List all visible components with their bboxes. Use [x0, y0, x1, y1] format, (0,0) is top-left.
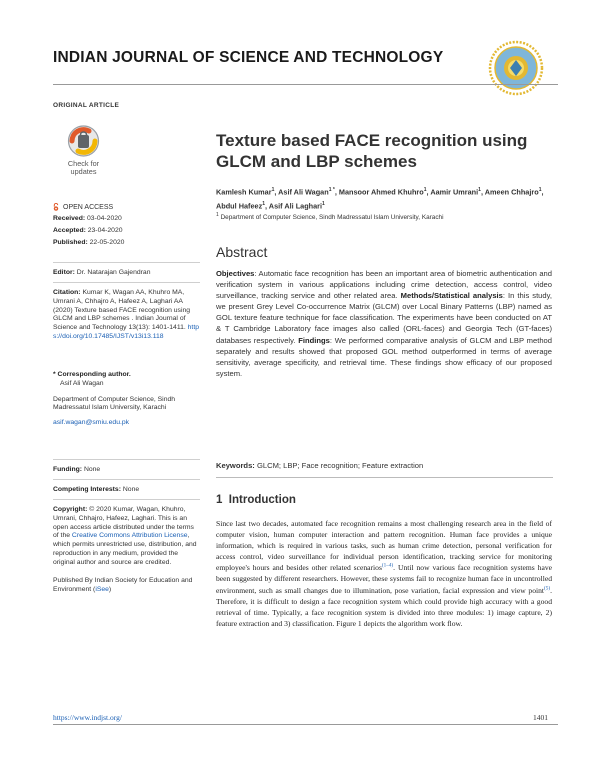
editor-row: Editor: Dr. Natarajan Gajendran	[53, 269, 151, 276]
author-affiliation-mark: 1 *	[328, 187, 335, 193]
introduction-paragraph: Since last two decades, automated face recognition remains a most challenging research area in the field of computer vision, human computer interaction and pattern recognition. Human face provides a unique information, which is required in various tasks, such as human crime detection, personal verification for access control, video surveillance for individual person identification, tracking service for monitoring employee's hours and besides other related scenarios$^{(1-4)}$. Until now various face recognition systems have been suggested by different researchers. However, these systems fail to recognize human face in uncontrolled environment, such as small changes due to illumination, pose variation, facial expression and view point$^{(5)}$. Therefore, it is difficult to design a face recognition system which could provide high accuracy with a good retrieval of time. Typically, a face recognition system is divided into three modules: 1) image capture, 2) feature extraction and 3) classification. Figure 1 depicts the algorithm work flow.	[216, 519, 552, 628]
citation-ref-5[interactable]: (5)	[544, 585, 551, 592]
author-affiliation-mark: 1	[478, 187, 481, 193]
affiliation: $^1$ Department of Computer Science, Sindh Madressatul Islam University, Karachi	[216, 212, 444, 222]
isee-link[interactable]: iSee	[95, 585, 109, 593]
author-name: Mansoor Ahmed Khuhro	[338, 187, 424, 197]
journal-logo-icon	[488, 40, 544, 96]
citation-block: Citation: Kumar K, Wagan AA, Khuhro MA, Umrani A, Chhajro A, Hafeez A, Laghari AA (2020) Texture based FACE recognition using GLCM and LBP schemes . Indian Journal of Science and Technology 13(13): 1401-1411. https://doi.org/10.17485/IJST/v13i13.118	[53, 289, 199, 340]
sidebar-divider	[53, 282, 200, 283]
publisher-block: Published By Indian Society for Education and Environment (iSee)	[53, 577, 193, 593]
keywords-row: Keywords: GLCM; LBP; Face recognition; Feature extraction	[216, 461, 424, 470]
corresponding-author-block: * Corresponding author. Asif Ali Wagan Department of Computer Science, Sindh Madressatul Islam University, Karachi asif.wagan@smiu.edu.pk	[53, 371, 200, 428]
corresponding-name: Asif Ali Wagan	[60, 379, 104, 387]
badge-line-1: Check for	[67, 159, 100, 168]
badge-line-2: updates	[70, 167, 97, 176]
author-affiliation-mark: 1	[538, 187, 542, 193]
open-access-row	[53, 203, 113, 211]
footer-url-link[interactable]: https://www.indjst.org/	[53, 713, 122, 722]
copyright-block: Copyright: © 2020 Kumar, Wagan, Khuhro, Umrani, Chhajro, Hafeez, Laghari. This is an open access article distributed under the terms of the Creative Commons Attribution License, which permits unrestricted use, distribution, and reproduction in any medium, provided the original author and source are credited.	[53, 506, 197, 566]
creative-commons-link[interactable]: Creative Commons Attribution License	[71, 532, 188, 540]
sidebar-divider	[53, 459, 200, 460]
funding-row: Funding: None	[53, 466, 101, 473]
published-row: Published: 22-05-2020	[53, 238, 125, 246]
author-name: Abdul Hafeez	[216, 201, 263, 211]
header-divider	[53, 84, 558, 85]
abstract-heading: Abstract	[216, 244, 268, 260]
open-lock-icon	[53, 203, 59, 211]
footer-divider	[53, 724, 558, 725]
received-row: Received: 03-04-2020	[53, 215, 122, 222]
journal-title: INDIAN JOURNAL OF SCIENCE AND TECHNOLOGY	[53, 49, 444, 66]
keywords-divider	[216, 477, 553, 478]
open-access-label: OPEN ACCESS	[63, 203, 114, 211]
introduction-heading: 1 Introduction	[216, 494, 296, 506]
corresponding-email-link[interactable]: asif.wagan@smiu.edu.pk	[53, 419, 130, 427]
article-type: ORIGINAL ARTICLE	[53, 102, 120, 109]
author-name: Asif Ali Laghari	[268, 201, 323, 211]
author-name: Asif Ali Wagan	[278, 187, 329, 197]
corresponding-dept: Department of Computer Science, Sindh Madressatul Islam University, Karachi	[53, 395, 176, 412]
citation-ref-1-4[interactable]: (1–4)	[381, 562, 394, 569]
publication-dates	[53, 215, 200, 247]
author-name: Ameen Chhajro	[484, 187, 539, 197]
article-title: Texture based FACE recognition using GLCM and LBP schemes	[216, 131, 528, 171]
page-number: 1401	[533, 713, 548, 722]
author-list: Kamlesh Kumar$^1$, Asif Ali Wagan$^{1 *}$, Mansoor Ahmed Khuhro$^1$, Aamir Umrani$^1$, Ameen Chhajro$^1$, Abdul Hafeez$^1$, Asif Ali Laghari$^1$	[216, 187, 544, 211]
sidebar-divider	[53, 479, 200, 480]
author-affiliation-mark: 1	[271, 187, 275, 193]
author-affiliation-mark: 1	[423, 187, 427, 193]
citation-doi-link[interactable]: https://doi.org/10.17485/IJST/v13i13.118	[53, 324, 199, 340]
author-affiliation-mark: 1	[262, 201, 265, 208]
sidebar-divider	[53, 262, 200, 263]
sidebar-divider	[53, 499, 200, 500]
author-affiliation-mark: 1	[322, 201, 325, 208]
accepted-row: Accepted: 23-04-2020	[53, 226, 123, 234]
competing-interests-row: Competing Interests: None	[53, 486, 140, 493]
abstract-body: Objectives: Automatic face recognition has been an important area of biometric authentication and verification system in various applications including crime detection, access control, video surveillance, tracking service and other related area. Methods/Statistical analysis: In this study, we present Grey Level Co-occurrence Matrix (GLCM) over Local Binary Patterns (LBP) named as GOL texture feature technique for face classification. The experiments have been conducted on AT & T Cambridge Laboratory face images also called (ORL-faces) and Georgia Tech (GT-faces) databases respectively. Findings: We performed comparative analysis of GLCM and LBP method separately and results showed that proposed GOL method outperformed in terms of average sensitivity, average specificity, and retrieval time. These findings show efficacy of our proposed system.	[216, 269, 552, 378]
author-name: Aamir Umrani	[430, 187, 479, 197]
author-name: Kamlesh Kumar	[216, 187, 272, 197]
check-for-updates-badge[interactable]	[56, 123, 111, 180]
check-updates-icon	[56, 123, 111, 159]
